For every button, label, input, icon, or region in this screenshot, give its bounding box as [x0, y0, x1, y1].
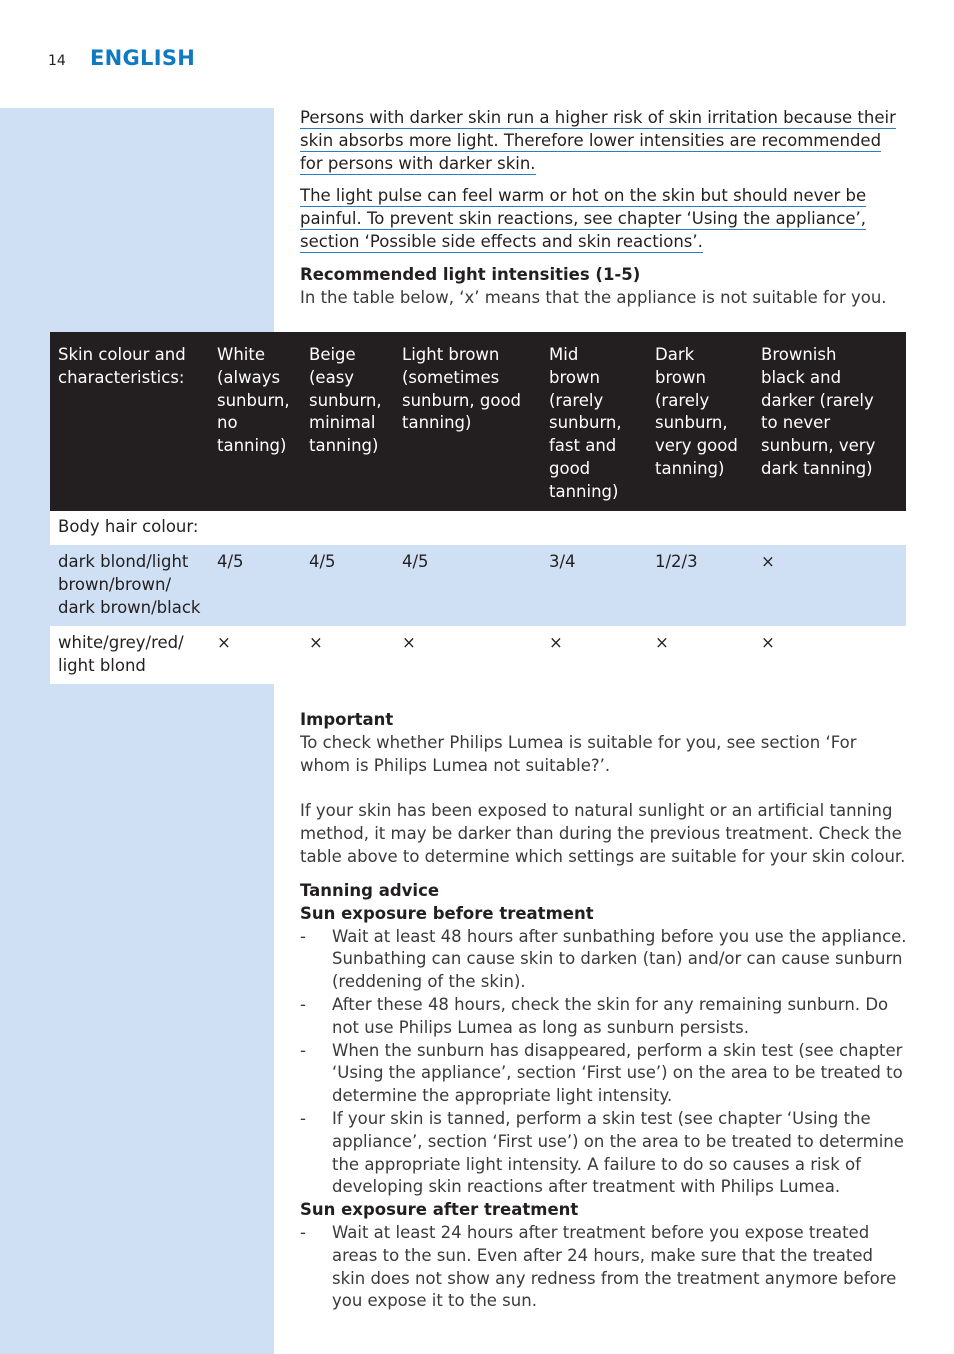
table-row [50, 626, 906, 684]
header-brownish-black: Brownish black and darker (rarely to never sunburn, very dark tanning) [761, 345, 876, 478]
row-label-light-hair: white/grey/red/ light blond [50, 626, 209, 684]
list-item: - If your skin is tanned, perform a skin test (see chapter ‘Using the appliance’, section ‘First use’) on the area to be treated to determine the appropriate light intensity. A failure to do so causes a risk of developing skin reactions after treatment with Philips Lumea. [300, 1108, 904, 1197]
table-cell: 1/2/3 [647, 545, 753, 625]
page-number: 14 [48, 53, 66, 69]
list-item: - Wait at least 48 hours after sunbathing before you use the appliance. Sunbathing can cause skin to darken (tan) and/or can cause sunburn (reddening of the skin). [300, 926, 907, 992]
header-beige: Beige (easy sunburn, minimal tanning) [309, 345, 382, 456]
table-cell: × [301, 626, 394, 684]
important-section [300, 709, 908, 869]
list-item: - After these 48 hours, check the skin for any remaining sunburn. Do not use Philips Lumea as long as sunburn persists. [300, 994, 889, 1037]
header-white: White (always sunburn, no tanning) [217, 345, 290, 456]
language-heading: ENGLISH [90, 46, 196, 70]
table-row [50, 545, 906, 625]
before-treatment-heading: Sun exposure before treatment [300, 903, 594, 923]
tanning-section [300, 880, 908, 1313]
table-cell: × [753, 545, 906, 625]
before-treatment-list [300, 926, 908, 1200]
table-cell: 4/5 [394, 545, 541, 625]
table-row [50, 511, 906, 546]
header-skin-colour: Skin colour and characteristics: [58, 345, 186, 387]
warning-paragraph-2: The light pulse can feel warm or hot on the skin but should never be painful. To prevent skin reactions, see chapter ‘Using the appliance’, section ‘Possible side effects and skin reactions’. [300, 186, 867, 251]
list-item: - When the sunburn has disappeared, perform a skin test (see chapter ‘Using the appliance’, section ‘First use’) on the area to be treated to determine the appropriate light intensity. [300, 1040, 903, 1106]
table-cell: × [541, 626, 647, 684]
table-cell: 4/5 [209, 545, 301, 625]
table-cell: × [394, 626, 541, 684]
table-cell: × [753, 626, 906, 684]
table-cell: × [647, 626, 753, 684]
warning-paragraph-1: Persons with darker skin run a higher risk of skin irritation because their skin absorbs more light. Therefore lower intensities are recommended for persons with darker skin. [300, 108, 896, 173]
header-mid-brown: Mid brown (rarely sunburn, fast and good tanning) [549, 345, 622, 501]
after-treatment-list [300, 1222, 908, 1313]
table-cell: 4/5 [301, 545, 394, 625]
warning-block [300, 107, 908, 309]
intensities-heading: Recommended light intensities (1-5) [300, 264, 641, 284]
list-item: - Wait at least 24 hours after treatment before you expose treated areas to the sun. Even after 24 hours, make sure that the treated skin does not show any redness from the treatment anymore before you expose it to the sun. [300, 1222, 897, 1311]
important-heading: Important [300, 710, 394, 729]
header-dark-brown: Dark brown (rarely sunburn, very good tanning) [655, 345, 738, 478]
table-cell: 3/4 [541, 545, 647, 625]
intensities-note: In the table below, ‘x’ means that the appliance is not suitable for you. [300, 287, 887, 307]
sidebar-band [0, 108, 274, 1354]
tanning-heading: Tanning advice [300, 881, 440, 900]
important-paragraph-1: To check whether Philips Lumea is suitable for you, see section ‘For whom is Philips Lumea not suitable?’. [300, 732, 857, 775]
table-header-row [50, 332, 906, 511]
table-cell: × [209, 626, 301, 684]
important-paragraph-2: If your skin has been exposed to natural sunlight or an artificial tanning method, it may be darker than during the previous treatment. Check the table above to determine which settings are suitable for your skin colour. [300, 801, 906, 866]
after-treatment-heading: Sun exposure after treatment [300, 1200, 579, 1220]
body-hair-label: Body hair colour: [50, 511, 906, 546]
header-light-brown: Light brown (sometimes sunburn, good tanning) [402, 345, 522, 433]
row-label-dark-hair: dark blond/light brown/brown/ dark brown/black [50, 545, 209, 625]
intensity-table [50, 332, 906, 684]
